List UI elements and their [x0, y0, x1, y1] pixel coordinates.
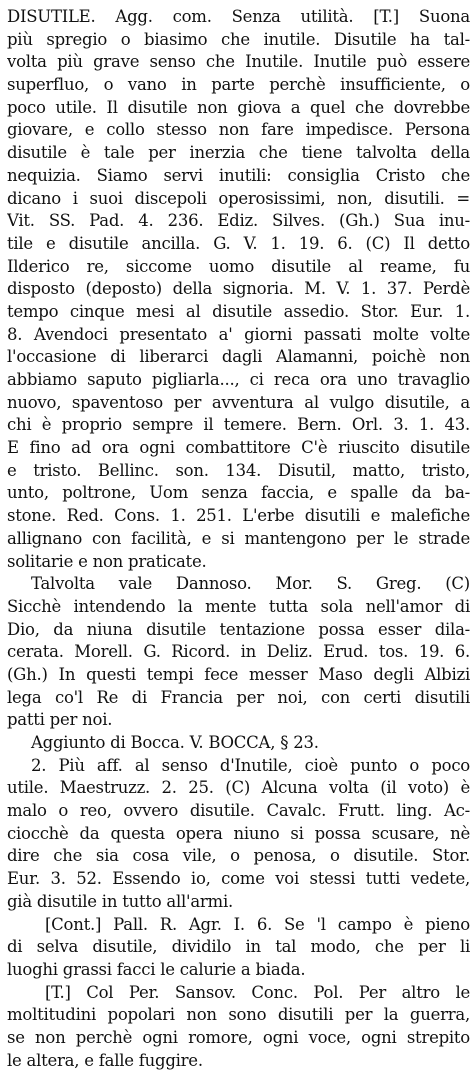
text-line: volta più grave senso che Inutile. Inutile può essere [7, 52, 470, 72]
text-line: e tristo. Bellinc. son. 134. Disutil, matto, tristo, [7, 460, 470, 480]
text-line: più spregio o biasimo che inutile. Disutile ha tal- [7, 29, 470, 49]
text-line: tempo cinque mesi al disutile assedio. Stor. Eur. 1. [7, 301, 470, 321]
text-line: (Gh.) In questi tempi fece messer Maso degli Albizi [7, 664, 470, 684]
text-line: Eur. 3. 52. Essendo io, come voi stessi tutti vedete, [7, 869, 470, 889]
text-line: abbiamo saputo pigliarla..., ci reca ora uno travaglio [7, 370, 470, 389]
text-line: E fino ad ora ogni combattitore C'è riuscito disutile [7, 438, 470, 458]
text-line: tile e disutile ancilla. G. V. 1. 19. 6. (C) Il detto [7, 233, 470, 253]
text-line: nuovo, spaventoso per avventura al vulgo disutile, a [7, 392, 470, 412]
text-line: solitarie e non praticate. [7, 551, 207, 571]
text-line: Ilderico re, siccome uomo disutile al reame, fu [7, 256, 470, 276]
text-line: [Cont.] Pall. R. Agr. I. 6. Se 'l campo è pieno [45, 914, 470, 934]
text-line: Vit. SS. Pad. 4. 236. Ediz. Silves. (Gh.) Sua inu- [7, 211, 470, 231]
text-line: cerata. Morell. G. Ricord. in Deliz. Erud. tos. 19. 6. [7, 642, 470, 662]
text-line: di selva disutile, dividilo in tal modo, che per li [7, 937, 470, 957]
text-line: ciocchè da questa opera niuno si possa scusare, nè [7, 823, 470, 843]
text-line: luoghi grassi facci le calurie a biada. [7, 959, 306, 979]
text-line: già disutile in tutto all'armi. [7, 891, 233, 911]
text-line: unto, poltrone, Uom senza faccia, e spalle da ba- [7, 483, 470, 503]
text-line: l'occasione di liberarci dagli Alamanni, poichè non [7, 347, 470, 367]
text-line: utile. Maestruzz. 2. 25. (C) Alcuna volta (il voto) è [7, 778, 470, 798]
text-line: 2. Più aff. al senso d'Inutile, cioè punto o poco [31, 755, 470, 775]
text-line: superfluo, o vano in parte perchè insufficiente, o [7, 75, 470, 95]
text-line: se non perchè ogni romore, ogni voce, ogni strepito [7, 1027, 470, 1047]
text-line: Talvolta vale Dannoso. Mor. S. Greg. (C) [31, 574, 470, 594]
text-line: giovare, e collo stesso non fare impedisce. Persona [7, 120, 470, 140]
text-line: [T.] Col Per. Sansov. Conc. Pol. Per altro le [45, 982, 470, 1002]
text-line: disutile è tale per inerzia che tiene talvolta della [7, 143, 470, 163]
text-line: malo o reo, ovvero disutile. Cavalc. Frutt. ling. Ac- [7, 801, 470, 821]
text-line: chi è proprio sempre il temere. Bern. Orl. 3. 1. 43. [7, 415, 470, 435]
text-line: poco utile. Il disutile non giova a quel che dovrebbe [7, 97, 470, 117]
text-line: Aggiunto di Bocca. V. BOCCA, § 23. [31, 733, 319, 752]
text-line: nequizia. Siamo servi inutili: consiglia Cristo che [7, 165, 470, 185]
text-line: allignano con facilità, e si mantengono per le strade [7, 528, 470, 548]
text-line: 8. Avendoci presentato a' giorni passati molte volte [7, 324, 470, 344]
dictionary-entry [7, 6, 470, 1072]
text-line: patti per noi. [7, 710, 113, 730]
text-line: dire che sia cosa vile, o penosa, o disutile. Stor. [7, 846, 470, 866]
text-line: Dio, da niuna disutile tentazione possa esser dila- [7, 619, 470, 639]
text-line: disposto (deposto) della signoria. M. V. 1. 37. Perdè [7, 279, 470, 299]
text-line: le altera, e falle fuggire. [7, 1050, 203, 1070]
text-line: lega co'l Re di Francia per noi, con certi disutili [7, 687, 470, 707]
text-line: DISUTILE. Agg. com. Senza utilità. [T.] Suona [7, 7, 470, 26]
text-line: dicano i suoi discepoli operosissimi, non, disutili. = [7, 188, 470, 208]
text-line: Sicchè intendendo la mente tutta sola nell'amor di [7, 596, 470, 616]
text-line: moltitudini popolari non sono disutili per la guerra, [7, 1005, 470, 1025]
text-line: stone. Red. Cons. 1. 251. L'erbe disutili e malefiche [7, 506, 470, 526]
